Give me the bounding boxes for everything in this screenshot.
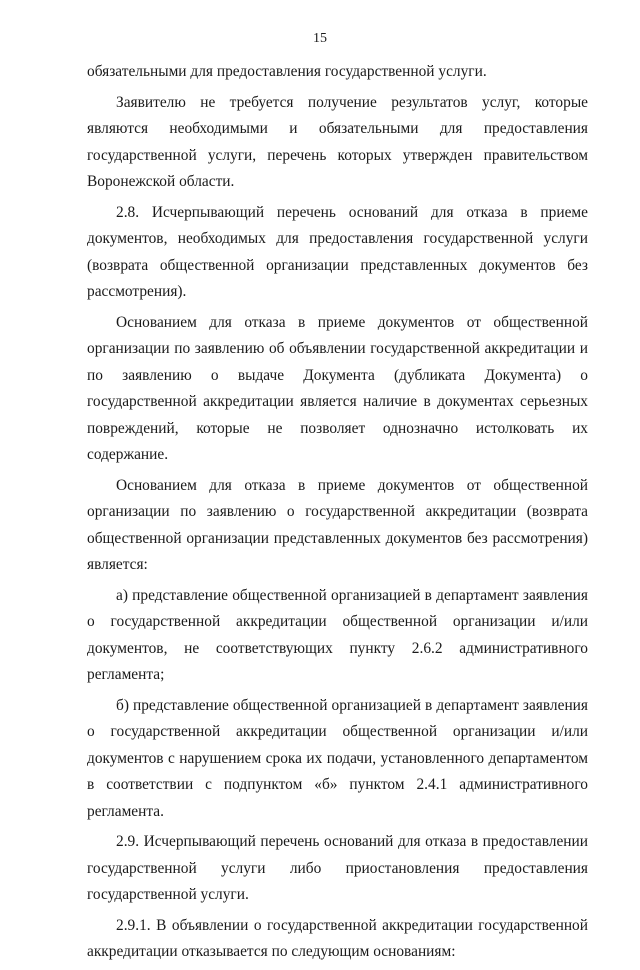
page-number: 15 — [313, 31, 327, 46]
paragraph-refusal-basis-accreditation: Основанием для отказа в приеме документов от общественной организации по заявлению о государственной аккредитации (возврата общественной организации представленных документов без рассмотрения) является: — [87, 476, 588, 573]
section-2-8-heading: 2.8. Исчерпывающий перечень оснований для отказа в приеме документов, необходимых для предоставления государственной услуги (возврата общественной организации представленных документов без рассмотрения). — [87, 203, 588, 300]
list-item-a: а) представление общественной организацией в департамент заявления о государственной аккредитации общественной организации и/или документов, не соответствующих пункту 2.6.2 административного регламента; — [87, 586, 588, 683]
section-2-9-heading: 2.9. Исчерпывающий перечень оснований для отказа в предоставлении государственной услуги либо приостановления предоставления государственной услуги. — [87, 833, 588, 903]
paragraph-applicant-note: Заявителю не требуется получение результатов услуг, которые являются необходимыми и обязательными для предоставления государственной услуги, перечень которых утвержден правительством Воронежской области. — [87, 93, 588, 190]
section-2-9-1-paragraph: 2.9.1. В объявлении о государственной аккредитации государственной аккредитации отказывается по следующим основаниям: — [87, 916, 588, 960]
paragraph-refusal-basis-damage: Основанием для отказа в приеме документов от общественной организации по заявлению об объявлении государственной аккредитации и по заявлению о выдаче Документа (дубликата Документа) о государственной аккредитации является наличие в документах серьезных повреждений, которые не позволяет однозначно истолковать их содержание. — [87, 313, 588, 463]
paragraph-continuation: обязательными для предоставления государственной услуги. — [87, 63, 487, 80]
document-body — [87, 59, 588, 970]
list-item-b: б) представление общественной организацией в департамент заявления о государственной аккредитации общественной организации и/или документов с нарушением срока их подачи, установленного департаментом в соответствии с подпунктом «б» пунктом 2.4.1 административного регламента. — [87, 696, 588, 820]
